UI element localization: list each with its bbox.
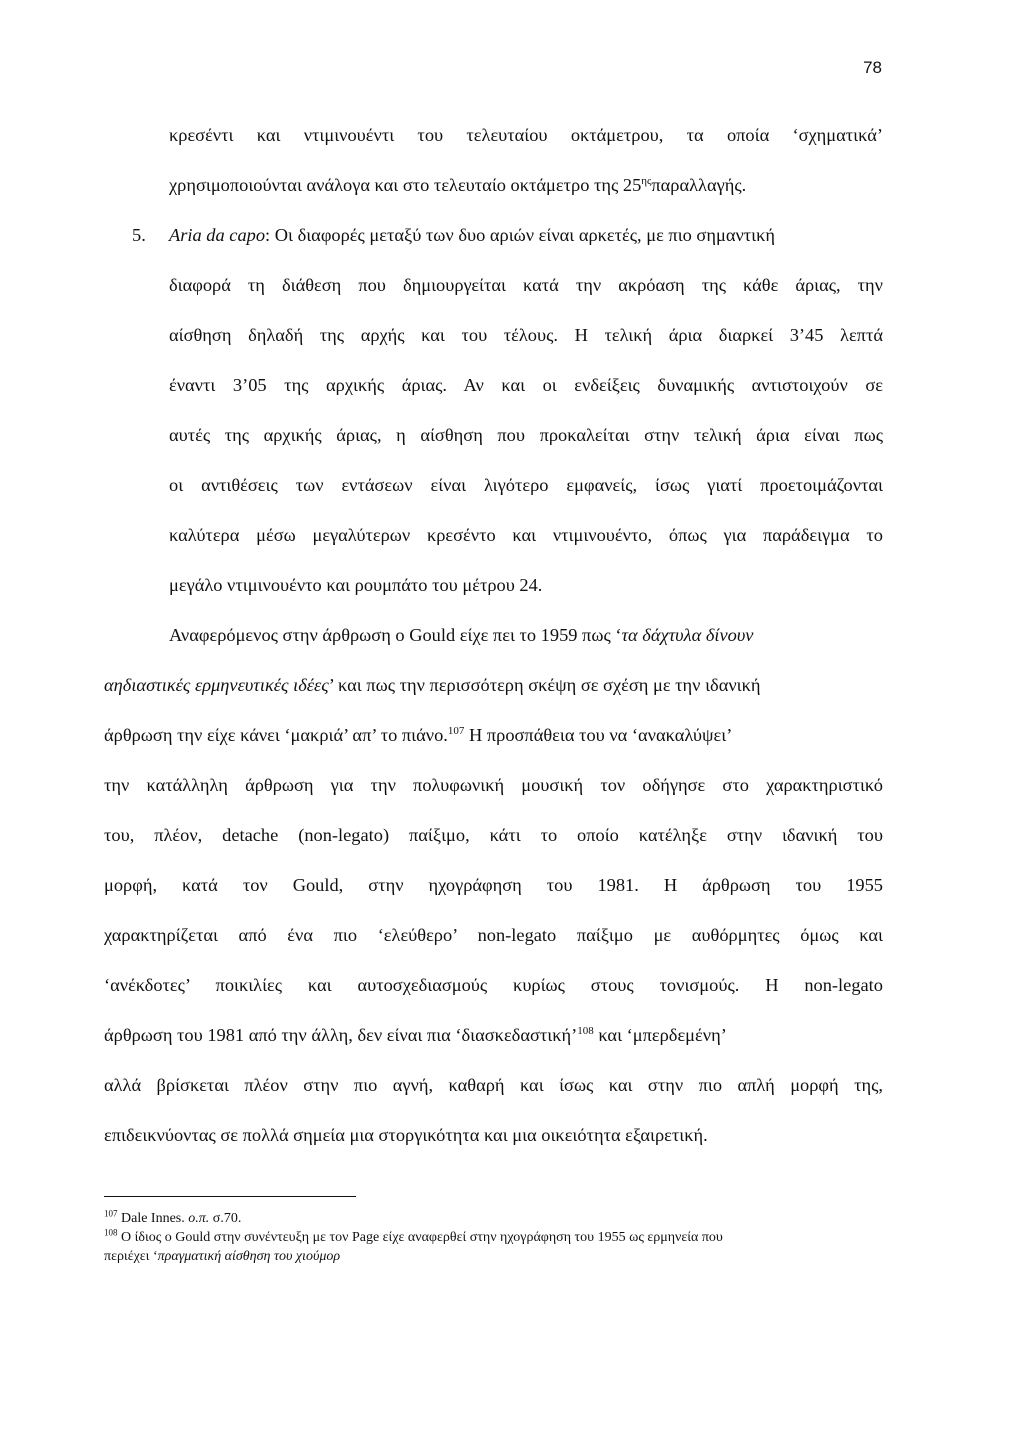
body-line-5 bbox=[169, 322, 883, 348]
paragraph-2-line-7 bbox=[104, 922, 883, 948]
body-line-7-text: αυτές της αρχικής άριας, η αίσθηση που προκαλείται στην τελική άρια είναι πως bbox=[169, 425, 883, 445]
list-item-5 bbox=[132, 222, 883, 248]
footnote-separator bbox=[104, 1196, 356, 1197]
paragraph-2-line-4 bbox=[104, 772, 883, 798]
body-line-6 bbox=[169, 372, 883, 398]
paragraph-2-line-2-text: ’ και πως την περισσότερη σκέψη σε σχέση με την ιδανική bbox=[328, 675, 761, 695]
paragraph-2-line-5-text: του, πλέον, detache (non-legato) παίξιμο, κάτι το οποίο κατέληξε στην ιδανική του bbox=[104, 825, 883, 845]
paragraph-2-line-6-text: μορφή, κατά τον Gould, στην ηχογράφηση του 1981. Η άρθρωση του 1955 bbox=[104, 875, 883, 895]
body-line-1-text: κρεσέντι και ντιμινουέντι του τελευταίου οκτάμετρου, τα οποία ‘σχηματικά’ bbox=[169, 125, 883, 145]
gould-quote-italic: τα δάχτυλα δίνουν bbox=[621, 625, 754, 645]
superscript-ordinal: ης bbox=[641, 174, 652, 187]
paragraph-2-line-7-text: χαρακτηρίζεται από ένα πιο ‘ελεύθερο’ non-legato παίξιμο με αυθόρμητες όμως και bbox=[104, 925, 883, 945]
footnote-107-number: 107 bbox=[104, 1208, 118, 1219]
body-line-10-text: μεγάλο ντιμινουέντο και ρουμπάτο του μέτρου 24. bbox=[169, 575, 543, 595]
body-line-4 bbox=[169, 272, 883, 298]
paragraph-2-line-10 bbox=[104, 1072, 883, 1098]
body-line-5-text: αίσθηση δηλαδή της αρχής και του τέλους. Η τελική άρια διαρκεί 3’45 λεπτά bbox=[169, 325, 883, 345]
paragraph-2-line-9 bbox=[104, 1022, 883, 1048]
body-line-9-text: καλύτερα μέσω μεγαλύτερων κρεσέντο και ντιμινουέντο, όπως για παράδειγμα το bbox=[169, 525, 883, 545]
footnote-108-number: 108 bbox=[104, 1227, 118, 1238]
footnote-ref-107: 107 bbox=[447, 724, 465, 737]
paragraph-2-line-9-tail: και ‘μπερδεμένη’ bbox=[593, 1025, 727, 1045]
body-line-7 bbox=[169, 422, 883, 448]
aria-da-capo-heading: Aria da capo bbox=[169, 225, 266, 245]
footnote-108-text: Ο ίδιος ο Gould στην συνέντευξη με τον Page είχε αναφερθεί στην ηχογράφηση του 1955 ως ερμηνεία που bbox=[117, 1230, 723, 1245]
paragraph-2-line-3 bbox=[104, 722, 883, 748]
list-item-5-text: : Οι διαφορές μεταξύ των δυο αριών είναι αρκετές, με πιο σημαντική bbox=[265, 225, 775, 245]
footnote-107-tail: σ.70. bbox=[209, 1211, 242, 1226]
footnote-108-line-2-text: περιέχει ‘ bbox=[104, 1249, 158, 1264]
paragraph-2-line-9-text: άρθρωση του 1981 από την άλλη, δεν είναι πια ‘διασκεδαστική’ bbox=[104, 1025, 578, 1045]
body-line-1 bbox=[169, 122, 883, 148]
body-line-2 bbox=[169, 172, 746, 198]
footnote-ref-108: 108 bbox=[577, 1024, 594, 1037]
paragraph-2-line-5 bbox=[104, 822, 883, 848]
body-line-10 bbox=[169, 572, 542, 598]
footnote-108-line-2 bbox=[104, 1248, 340, 1266]
body-line-9 bbox=[169, 522, 883, 548]
paragraph-2-line-4-text: την κατάλληλη άρθρωση για την πολυφωνική μουσική τον οδήγησε στο χαρακτηριστικό bbox=[104, 775, 883, 795]
paragraph-2-line-1-text: Αναφερόμενος στην άρθρωση ο Gould είχε πει το 1959 πως ‘ bbox=[169, 625, 622, 645]
footnote-107-text: Dale Innes. bbox=[117, 1211, 189, 1226]
gould-quote-italic-continued: αηδιαστικές ερμηνευτικές ιδέες bbox=[104, 675, 329, 695]
footnote-108 bbox=[104, 1229, 723, 1247]
footnote-107 bbox=[104, 1210, 241, 1228]
body-line-4-text: διαφορά τη διάθεση που δημιουργείται κατά την ακρόαση της κάθε άριας, την bbox=[169, 275, 883, 295]
paragraph-2-line-11-text: επιδεικνύοντας σε πολλά σημεία μια στοργικότητα και μια οικειότητα εξαιρετική. bbox=[104, 1125, 708, 1145]
paragraph-2-line-6 bbox=[104, 872, 883, 898]
paragraph-2-line-3-text: άρθρωση την είχε κάνει ‘μακριά’ απ’ το πιάνο. bbox=[104, 725, 448, 745]
paragraph-2-line-1 bbox=[169, 622, 883, 648]
footnote-107-italic: ο.π. bbox=[188, 1211, 210, 1226]
body-line-8-text: οι αντιθέσεις των εντάσεων είναι λιγότερο εμφανείς, ίσως γιατί προετοιμάζονται bbox=[169, 475, 883, 495]
body-line-6-text: έναντι 3’05 της αρχικής άριας. Αν και οι ενδείξεις δυναμικής αντιστοιχούν σε bbox=[169, 375, 883, 395]
list-item-number: 5. bbox=[132, 225, 146, 245]
paragraph-2-line-3-tail: Η προσπάθεια του να ‘ανακαλύψει’ bbox=[464, 725, 733, 745]
paragraph-2-line-8-text: ‘ανέκδοτες’ ποικιλίες και αυτοσχεδιασμούς κυρίως στους τονισμούς. Η non-legato bbox=[104, 975, 883, 995]
body-line-2-text: χρησιμοποιούνται ανάλογα και στο τελευταίο οκτάμετρο της 25 bbox=[169, 175, 642, 195]
paragraph-2-line-8 bbox=[104, 972, 883, 998]
paragraph-2-line-2 bbox=[104, 672, 883, 698]
body-line-8 bbox=[169, 472, 883, 498]
footnote-108-line-2-italic: πραγματική αίσθηση του χιούμορ bbox=[157, 1249, 341, 1264]
page-number: 78 bbox=[863, 58, 882, 77]
paragraph-2-line-11 bbox=[104, 1122, 708, 1148]
body-line-2-tail: παραλλαγής. bbox=[651, 175, 747, 195]
paragraph-2-line-10-text: αλλά βρίσκεται πλέον στην πιο αγνή, καθαρή και ίσως και στην πιο απλή μορφή της, bbox=[104, 1075, 883, 1095]
